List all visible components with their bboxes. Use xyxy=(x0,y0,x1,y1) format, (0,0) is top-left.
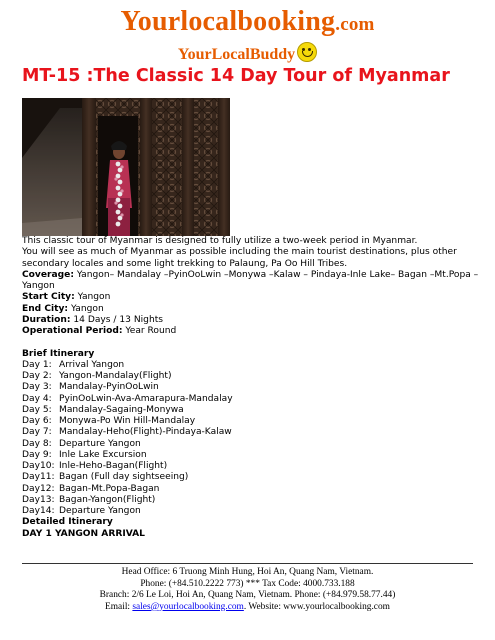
itinerary-item xyxy=(22,439,484,450)
day1-heading-text: DAY 1 YANGON ARRIVAL xyxy=(22,528,145,539)
itinerary-item xyxy=(22,450,484,461)
intro-line-1: This classic tour of Myanmar is designed to fully utilize a two-week period in Myanmar. xyxy=(22,236,418,246)
footer-divider xyxy=(22,563,473,564)
itinerary-text: Bagan-Mt.Popa-Bagan xyxy=(59,483,160,494)
end-city-label: End City: xyxy=(22,303,69,314)
duration xyxy=(22,315,484,326)
itinerary-text: Yangon-Mandalay(Flight) xyxy=(59,371,172,381)
end-city xyxy=(22,304,484,315)
footer xyxy=(0,567,495,613)
smiley-icon xyxy=(297,42,317,62)
itinerary-text: Monywa-Po Win Hill-Mandalay xyxy=(59,416,196,426)
itinerary-item xyxy=(22,394,484,405)
tour-description xyxy=(22,236,484,540)
itinerary-day: Day 2: xyxy=(22,371,52,381)
operational-period-label: Operational Period: xyxy=(22,326,123,336)
start-city-label: Start City: xyxy=(22,292,75,303)
itinerary-text: Mandalay-PyinOoLwin xyxy=(59,382,159,393)
itinerary-day: Day 5: xyxy=(22,404,52,415)
brand-logo[interactable] xyxy=(0,6,495,38)
itinerary-item xyxy=(22,495,484,506)
itinerary-item xyxy=(22,382,484,393)
operational-period xyxy=(22,326,484,337)
itinerary-list xyxy=(22,360,484,518)
itinerary-day: Day 1: xyxy=(22,359,52,370)
itinerary-text: Mandalay-Sagaing-Monywa xyxy=(59,404,184,415)
footer-line-2: Phone: (+84.510.2222 773) *** Tax Code: 4000.733.188 xyxy=(140,578,355,589)
detailed-itinerary-heading xyxy=(22,517,484,528)
itinerary-item xyxy=(22,461,484,472)
itinerary-day: Day13: xyxy=(22,494,55,505)
brand-header xyxy=(0,6,495,63)
itinerary-item xyxy=(22,405,484,416)
itinerary-day: Day12: xyxy=(22,483,55,494)
email-label: Email: xyxy=(105,601,131,612)
tagline-text: YourLocalBuddy xyxy=(177,46,296,63)
itinerary-text: PyinOoLwin-Ava-Amarapura-Mandalay xyxy=(59,393,233,404)
itinerary-day: Day 4: xyxy=(22,393,52,404)
itinerary-text: Bagan (Full day sightseeing) xyxy=(59,472,189,483)
coverage-label: Coverage: xyxy=(22,269,74,280)
itinerary-day: Day11: xyxy=(22,472,55,483)
footer-line-4 xyxy=(0,602,495,614)
itinerary-text: Inle Lake Excursion xyxy=(59,449,147,460)
footer-line-3: Branch: 2/6 Le Loi, Hoi An, Quang Nam, Vietnam. Phone: (+84.979.58.77.44) xyxy=(99,590,396,601)
page-title: MT-15 :The Classic 14 Day Tour of Myanmar xyxy=(22,66,450,86)
website-text: . Website: www.yourlocalbooking.com xyxy=(243,601,390,612)
brand-name: Yourlocalbooking xyxy=(120,6,336,37)
footer-line-1: Head Office: 6 Truong Minh Hung, Hoi An, Quang Nam, Vietnam. xyxy=(121,567,374,577)
operational-period-value: Year Round xyxy=(125,326,177,336)
itinerary-text: Inle-Heho-Bagan(Flight) xyxy=(59,461,168,471)
tour-photo xyxy=(22,98,230,236)
spacer xyxy=(22,337,484,348)
itinerary-day: Day 6: xyxy=(22,416,52,426)
itinerary-day: Day 9: xyxy=(22,449,52,460)
itinerary-item xyxy=(22,484,484,495)
detailed-itinerary-heading-text: Detailed Itinerary xyxy=(22,517,113,528)
intro-line-2: You will see as much of Myanmar as possible including the main tourist destinations, plus other secondary locales and some light trekking to Palaung, Pa Oo Hill Tribes. xyxy=(22,247,457,269)
itinerary-item xyxy=(22,427,484,438)
itinerary-item xyxy=(22,472,484,483)
brand-tld: .com xyxy=(335,14,375,35)
duration-value: 14 Days / 13 Nights xyxy=(73,314,164,325)
itinerary-item xyxy=(22,506,484,517)
email-link[interactable]: sales@yourlocalbooking.com xyxy=(132,601,244,612)
brief-itinerary-heading xyxy=(22,349,484,360)
itinerary-text: Departure Yangon xyxy=(59,506,141,516)
brief-itinerary-heading-text: Brief Itinerary xyxy=(22,348,95,359)
itinerary-text: Bagan-Yangon(Flight) xyxy=(59,494,156,505)
itinerary-text: Mandalay-Heho(Flight)-Pindaya-Kalaw xyxy=(59,427,232,438)
itinerary-text: Departure Yangon xyxy=(59,438,141,449)
brand-tagline xyxy=(0,42,495,64)
itinerary-day: Day 8: xyxy=(22,438,52,449)
start-city-value: Yangon xyxy=(77,292,111,303)
itinerary-text: Arrival Yangon xyxy=(59,359,125,370)
itinerary-day: Day10: xyxy=(22,461,55,471)
day1-heading xyxy=(22,529,484,540)
coverage-value: Yangon– Mandalay –PyinOoLwin –Monywa –Kalaw – Pindaya-Inle Lake– Bagan –Mt.Popa – Yangon xyxy=(22,269,479,291)
itinerary-item xyxy=(22,360,484,371)
itinerary-day: Day 3: xyxy=(22,382,52,393)
itinerary-day: Day14: xyxy=(22,506,55,516)
itinerary-day: Day 7: xyxy=(22,427,52,438)
coverage xyxy=(22,270,484,293)
end-city-value: Yangon xyxy=(70,303,104,314)
itinerary-item xyxy=(22,371,484,382)
itinerary-item xyxy=(22,416,484,427)
start-city xyxy=(22,292,484,303)
duration-label: Duration: xyxy=(22,314,71,325)
